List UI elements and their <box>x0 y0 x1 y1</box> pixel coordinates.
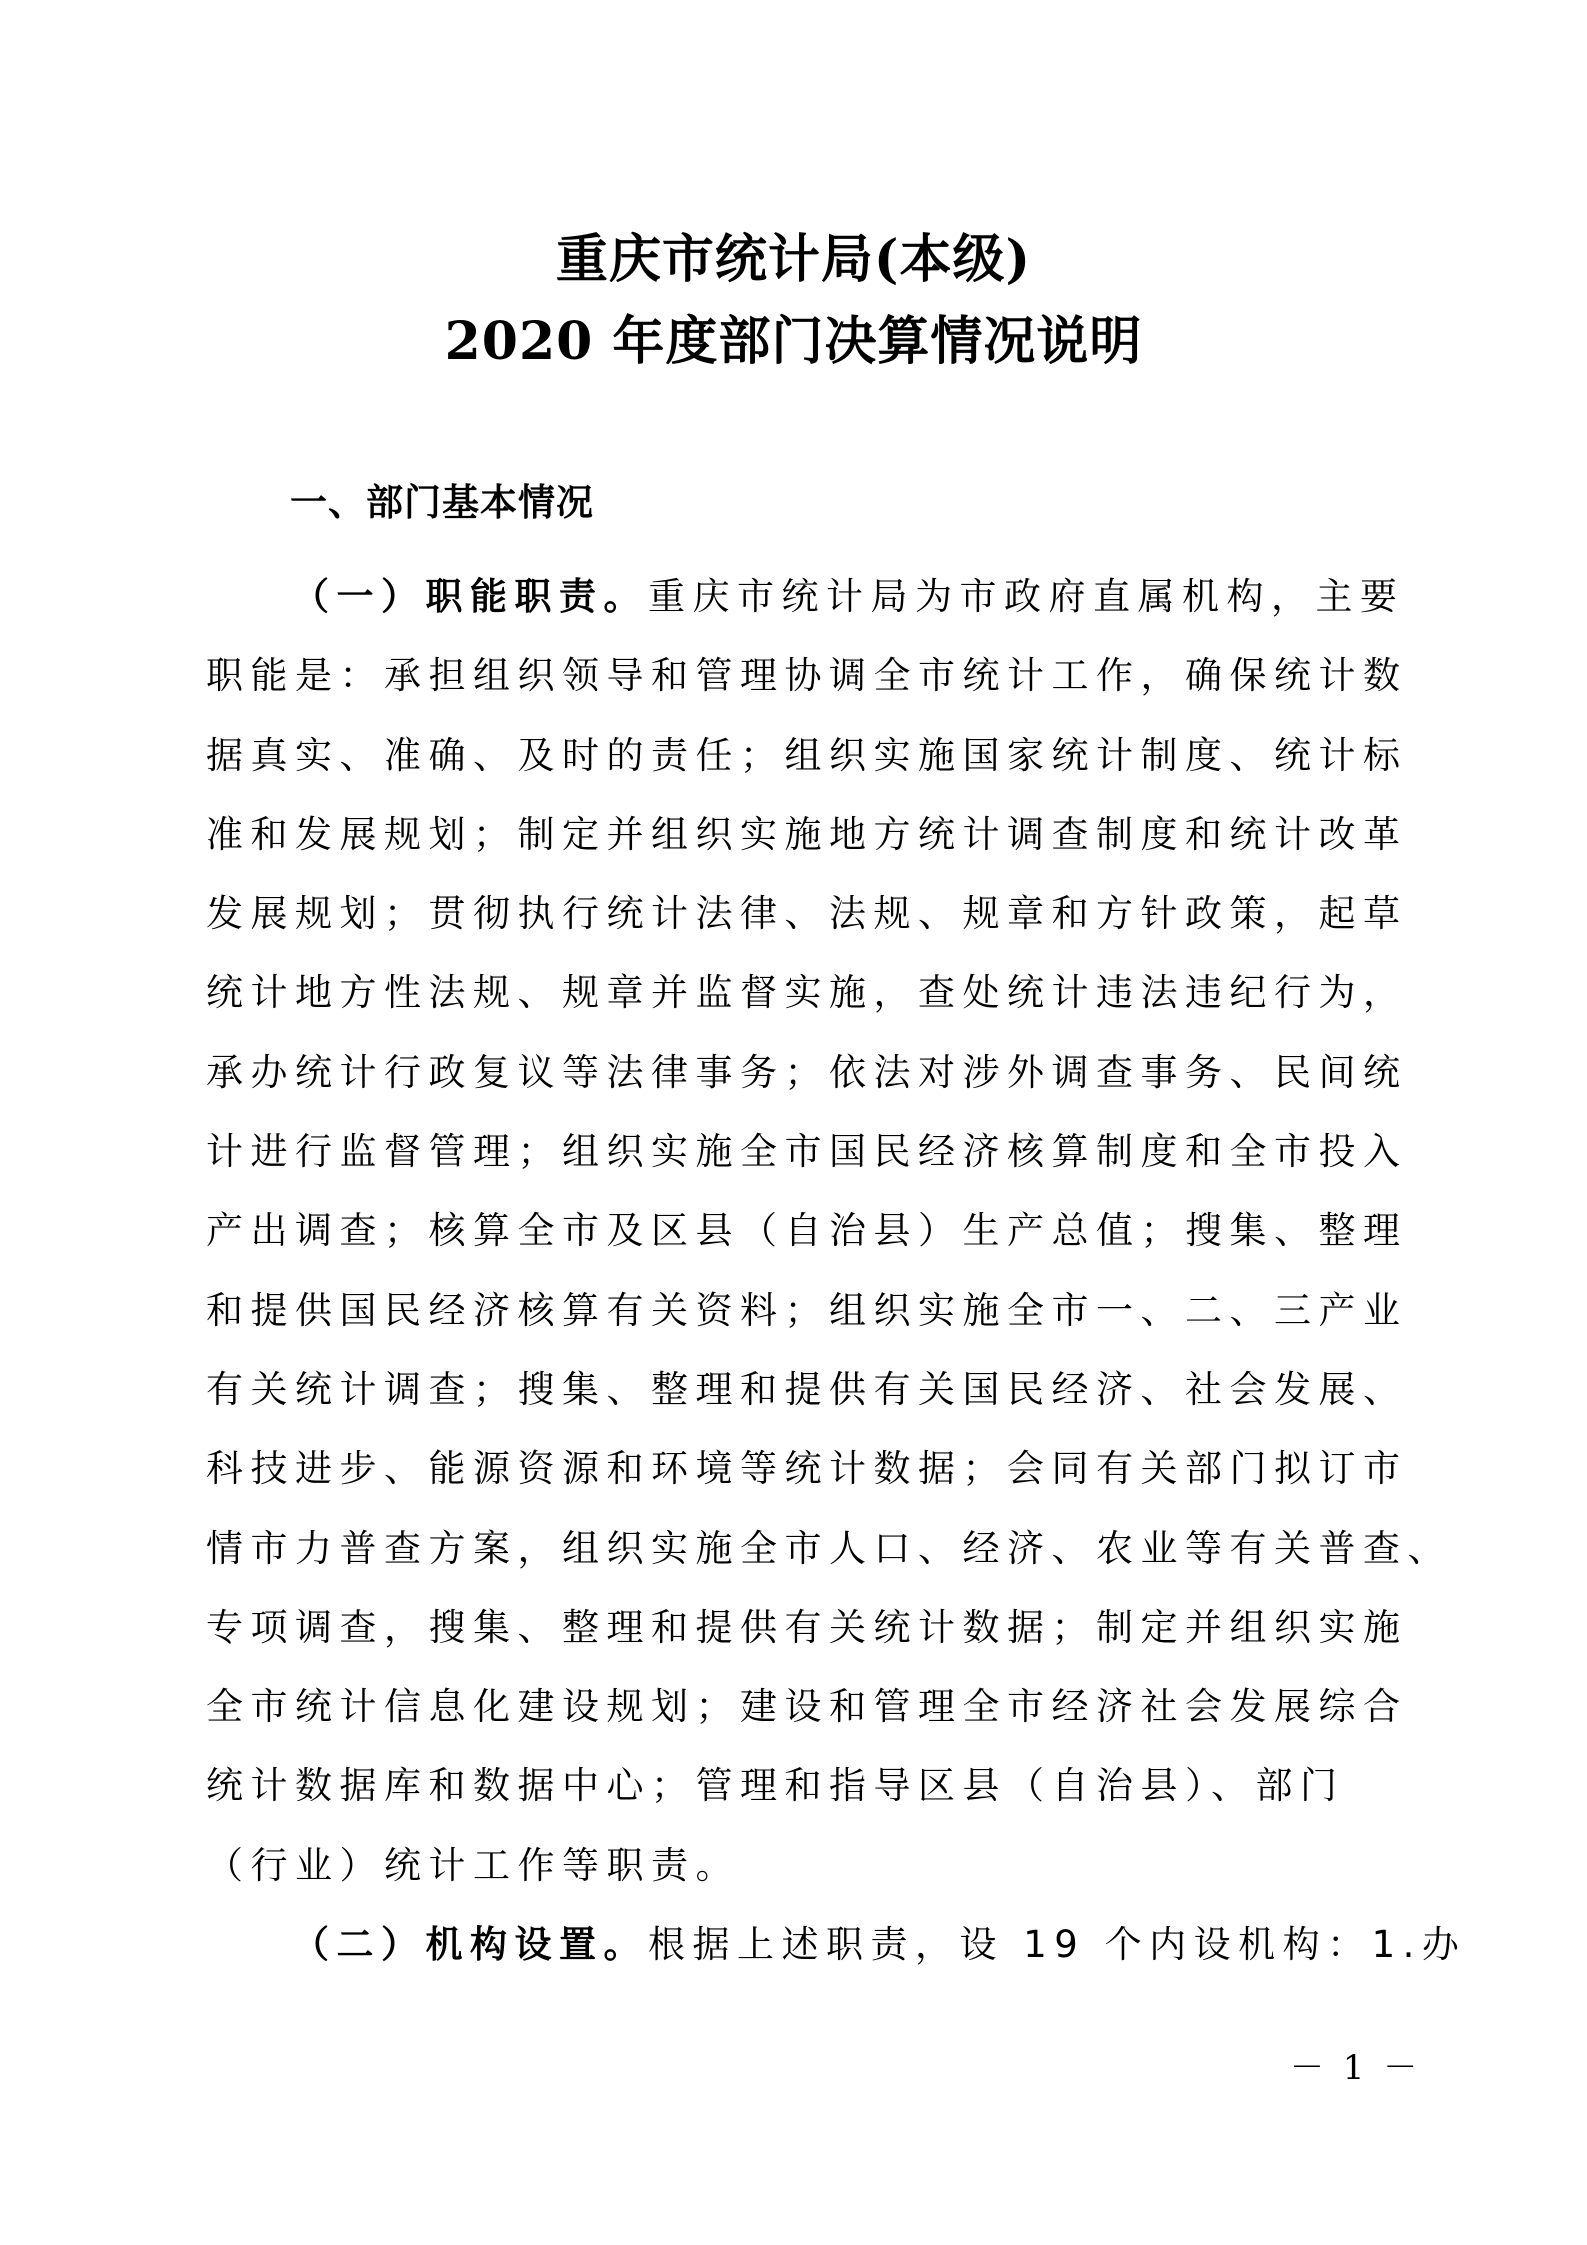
paragraph-line: 发展规划；贯彻执行统计法律、法规、规章和方针政策，起草 <box>206 892 1408 936</box>
paragraph-line: 承办统计行政复议等法律事务；依法对涉外调查事务、民间统 <box>206 1050 1408 1094</box>
body-text <box>206 557 1467 1984</box>
paragraph-line: 全市统计信息化建设规划；建设和管理全市经济社会发展综合 <box>206 1685 1408 1729</box>
paragraph-line: 情市力普查方案，组织实施全市人口、经济、农业等有关普查、 <box>206 1526 1452 1570</box>
document-title-line2: 2020 年度部门决算情况说明 <box>444 311 1143 372</box>
paragraph-line: 据真实、准确、及时的责任；组织实施国家统计制度、统计标 <box>206 733 1408 777</box>
paragraph-line: 职能是：承担组织领导和管理协调全市统计工作，确保统计数 <box>206 654 1408 698</box>
paragraph-line: 统计数据库和数据中心；管理和指导区县（自治县）、部门 <box>206 1764 1345 1808</box>
paragraph-line: 和提供国民经济核算有关资料；组织实施全市一、二、三产业 <box>206 1288 1408 1332</box>
document-title-line1: 重庆市统计局(本级) <box>555 229 1032 290</box>
paragraph-line: （行业）统计工作等职责。 <box>206 1843 740 1887</box>
paragraph-subheading: （一）职能职责。 <box>292 575 648 618</box>
paragraph-line <box>206 1905 1467 1984</box>
paragraph-line: 有关统计调查；搜集、整理和提供有关国民经济、社会发展、 <box>206 1367 1408 1411</box>
paragraph-line: 统计地方性法规、规章并监督实施，查处统计违法违纪行为， <box>206 971 1408 1015</box>
paragraph-line: 科技进步、能源资源和环境等统计数据；会同有关部门拟订市 <box>206 1447 1408 1491</box>
paragraph-line: 产出调查；核算全市及区县（自治县）生产总值；搜集、整理 <box>206 1209 1408 1253</box>
page-number: － 1 － <box>1290 2048 1422 2088</box>
paragraph-subheading: （二）机构设置。 <box>292 1923 648 1967</box>
paragraph-line: 专项调查，搜集、整理和提供有关统计数据；制定并组织实施 <box>206 1605 1408 1649</box>
paragraph-line: 准和发展规划；制定并组织实施地方统计调查制度和统计改革 <box>206 812 1408 856</box>
paragraph-line <box>206 557 1405 636</box>
paragraph-line: 计进行监督管理；组织实施全市国民经济核算制度和全市投入 <box>206 1130 1408 1174</box>
paragraph-text: 重庆市统计局为市政府直属机构，主要 <box>648 575 1405 618</box>
section-heading: 一、部门基本情况 <box>290 481 594 524</box>
paragraph-text: 根据上述职责，设 19 个内设机构：1.办 <box>648 1923 1467 1967</box>
